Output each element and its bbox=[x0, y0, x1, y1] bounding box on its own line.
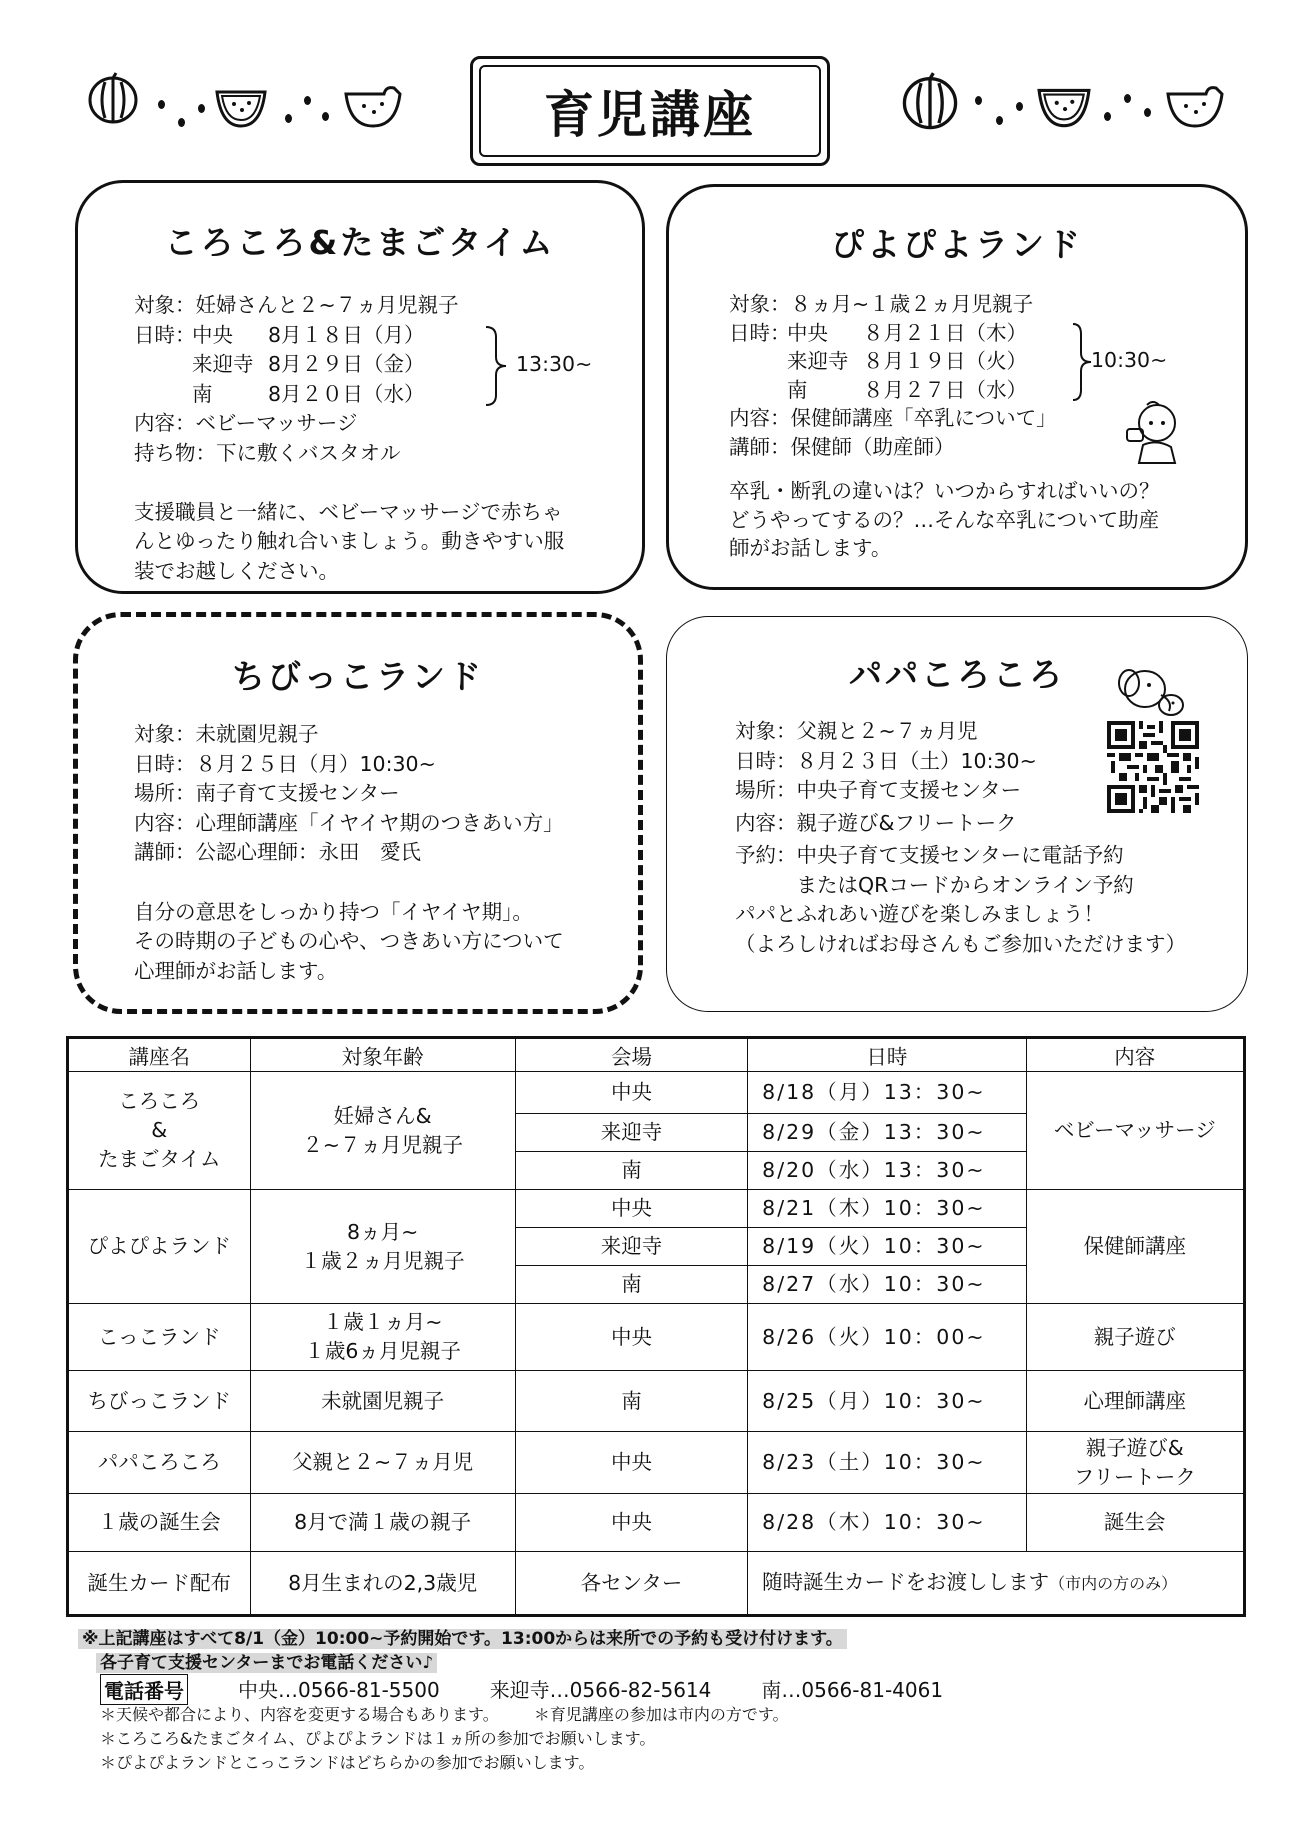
korokoro-desc-line: 支援職員と一緒に、ベビーマッサージで赤ちゃ bbox=[134, 499, 563, 524]
content-cell bbox=[1026, 1432, 1244, 1494]
korokoro-desc-line: 装でお越しください。 bbox=[134, 558, 339, 583]
piyopiyo-place: 南 bbox=[787, 377, 808, 402]
course-name-cell: 誕生カード配布 bbox=[68, 1552, 251, 1616]
korokoro-date: 8月１８日（月） bbox=[268, 322, 425, 347]
venue-cell: 来迎寺 bbox=[515, 1114, 747, 1152]
watermelon-bite-icon bbox=[1164, 80, 1226, 136]
course-name-cell: パパころころ bbox=[68, 1432, 251, 1494]
piyopiyo-details bbox=[729, 290, 1168, 563]
qr-code-icon[interactable] bbox=[1107, 721, 1199, 817]
datetime-cell: 8/26（火）10：00~ bbox=[748, 1304, 1026, 1371]
table-header-cell: 内容 bbox=[1026, 1038, 1244, 1072]
seed-dot bbox=[198, 104, 205, 113]
card-content: 随時誕生カードをお渡しします bbox=[762, 1570, 1050, 1594]
table-header-row bbox=[68, 1038, 1245, 1072]
age-line: １歳6ヵ月児親子 bbox=[304, 1339, 461, 1363]
papa-line: 対象：父親と２~７ヵ月児 bbox=[735, 719, 978, 743]
age-cell: 8月で満１歳の親子 bbox=[250, 1494, 515, 1552]
content-cell: 保健師講座 bbox=[1026, 1190, 1244, 1304]
content-cell: ベビーマッサージ bbox=[1026, 1072, 1244, 1190]
korokoro-desc-line: んとゆったり触れ合いましょう。動きやすい服 bbox=[134, 529, 565, 553]
table-row bbox=[68, 1304, 1245, 1371]
korokoro-items: 持ち物：下に敷くバスタオル bbox=[134, 440, 401, 465]
datetime-cell: 8/19（火）10：30~ bbox=[748, 1228, 1026, 1266]
korokoro-place: 南 bbox=[192, 381, 213, 406]
course-name-cell: こっこランド bbox=[68, 1304, 251, 1371]
korokoro-date-label: 日時： bbox=[134, 322, 196, 347]
piyopiyo-title: ぴよぴよランド bbox=[831, 225, 1083, 264]
card-note: （市内の方のみ） bbox=[1049, 1574, 1178, 1593]
piyopiyo-content: 内容：保健師講座「卒乳について」 bbox=[729, 406, 1057, 430]
seed-dot bbox=[1016, 102, 1023, 111]
piyopiyo-place: 来迎寺 bbox=[787, 349, 849, 373]
venue-cell: 各センター bbox=[515, 1552, 747, 1616]
notice-text: ※上記講座はすべて8/1（金）10:00~予約開始です。13:00からは来所での予約も受け付けます。 bbox=[78, 1629, 847, 1649]
age-cell bbox=[250, 1304, 515, 1371]
seed-dot bbox=[304, 96, 311, 105]
piyopiyo-box bbox=[666, 184, 1248, 590]
table-header-cell: 日時 bbox=[748, 1038, 1026, 1072]
seed-dot bbox=[322, 112, 329, 121]
seed-dot bbox=[178, 118, 185, 127]
datetime-cell: 8/29（金）13：30~ bbox=[748, 1114, 1026, 1152]
content-cell: 誕生会 bbox=[1026, 1494, 1244, 1552]
age-cell: 未就園児親子 bbox=[250, 1371, 515, 1432]
watermelon-slice-icon bbox=[1036, 84, 1092, 134]
course-name-line: ころころ bbox=[118, 1089, 201, 1113]
piyopiyo-time: 10:30~ bbox=[1091, 347, 1168, 372]
brace-icon bbox=[484, 325, 510, 407]
venue-cell: 来迎寺 bbox=[515, 1228, 747, 1266]
datetime-cell: 8/28（木）10：30~ bbox=[748, 1494, 1026, 1552]
korokoro-date: 8月２０日（水） bbox=[268, 381, 425, 406]
age-cell: 8月生まれの2,3歳児 bbox=[250, 1552, 515, 1616]
chibikko-title: ちびっこランド bbox=[232, 657, 484, 696]
baby-drinking-icon bbox=[1117, 401, 1187, 471]
piyopiyo-date: ８月２７日（水） bbox=[863, 377, 1027, 402]
age-line: 妊婦さん& bbox=[333, 1103, 432, 1128]
watermelon-bite-icon bbox=[342, 80, 404, 136]
table-header-cell: 対象年齢 bbox=[250, 1038, 515, 1072]
datetime-cell: 8/20（水）13：30~ bbox=[748, 1152, 1026, 1190]
venue-cell: 南 bbox=[515, 1152, 747, 1190]
piyopiyo-desc-line: どうやってするの？…そんな卒乳について助産 bbox=[729, 507, 1160, 532]
korokoro-time: 13:30~ bbox=[516, 351, 593, 376]
table-row bbox=[68, 1371, 1245, 1432]
course-name-cell: ぴよぴよランド bbox=[68, 1190, 251, 1304]
phone-number[interactable]: 南…0566-81-4061 bbox=[761, 1678, 944, 1702]
notice-line-1 bbox=[78, 1624, 847, 1649]
korokoro-date: 8月２９日（金） bbox=[268, 352, 425, 376]
seed-dot bbox=[1104, 112, 1111, 121]
papa-line: 内容：親子遊び&フリートーク bbox=[735, 810, 1017, 835]
table-row bbox=[68, 1552, 1245, 1616]
notice-text: 各子育て支援センターまでお電話ください♪ bbox=[96, 1653, 437, 1673]
papa-line: 予約：中央子育て支援センターに電話予約 bbox=[735, 843, 1124, 867]
piyopiyo-place: 中央 bbox=[787, 320, 828, 345]
seed-dot bbox=[1144, 108, 1151, 117]
datetime-cell: 8/21（木）10：30~ bbox=[748, 1190, 1026, 1228]
papa-line: 場所：中央子育て支援センター bbox=[735, 778, 1022, 802]
content-cell bbox=[748, 1552, 1245, 1616]
content-cell: 心理師講座 bbox=[1026, 1371, 1244, 1432]
age-cell bbox=[250, 1072, 515, 1190]
chibikko-line: 対象：未就園児親子 bbox=[134, 722, 319, 746]
phone-number[interactable]: 来迎寺…0566-82-5614 bbox=[489, 1678, 712, 1702]
chibikko-line: 講師：公認心理師：永田 愛氏 bbox=[134, 840, 421, 864]
piyopiyo-desc-line: 卒乳・断乳の違いは？いつからすればいいの？ bbox=[729, 479, 1160, 503]
seed-dot bbox=[285, 114, 292, 123]
chibikko-desc-line: 心理師がお話します。 bbox=[134, 958, 338, 983]
piyopiyo-date: ８月２１日（木） bbox=[863, 320, 1027, 345]
datetime-cell: 8/18（月）13：30~ bbox=[748, 1072, 1026, 1114]
content-line: フリートーク bbox=[1073, 1464, 1196, 1489]
korokoro-content: 内容：ベビーマッサージ bbox=[134, 411, 358, 435]
phone-number[interactable]: 中央…0566-81-5500 bbox=[238, 1678, 440, 1702]
age-line: ２~７ヵ月児親子 bbox=[302, 1132, 463, 1157]
table-row bbox=[68, 1494, 1245, 1552]
phone-label: 電話番号 bbox=[100, 1674, 188, 1705]
phone-row bbox=[100, 1674, 943, 1705]
papa-line: 日時：８月２３日（土）10:30~ bbox=[735, 748, 1037, 773]
piyopiyo-desc-line: 師がお話します。 bbox=[729, 536, 892, 560]
venue-cell: 中央 bbox=[515, 1190, 747, 1228]
table-row bbox=[68, 1432, 1245, 1494]
venue-cell: 中央 bbox=[515, 1494, 747, 1552]
seed-dot bbox=[158, 100, 165, 109]
venue-cell: 中央 bbox=[515, 1304, 747, 1371]
chibikko-desc-line: その時期の子どもの心や、つきあい方について bbox=[134, 929, 564, 953]
elephant-icon bbox=[1115, 661, 1187, 721]
note-text: ＊天候や都合により、内容を変更する場合もあります。 bbox=[100, 1705, 499, 1724]
table-header-cell: 講座名 bbox=[68, 1038, 251, 1072]
venue-cell: 中央 bbox=[515, 1432, 747, 1494]
notice-line-2 bbox=[96, 1648, 437, 1673]
venue-cell: 南 bbox=[515, 1371, 747, 1432]
course-name-cell bbox=[68, 1072, 251, 1190]
korokoro-place: 中央 bbox=[192, 322, 233, 347]
course-name-line: たまごタイム bbox=[97, 1147, 221, 1171]
table-header-cell: 会場 bbox=[515, 1038, 747, 1072]
venue-cell: 南 bbox=[515, 1266, 747, 1304]
course-name-cell: ちびっこランド bbox=[68, 1371, 251, 1432]
note-text: ＊育児講座の参加は市内の方です。 bbox=[533, 1705, 789, 1724]
piyopiyo-date: ８月１９日（火） bbox=[863, 349, 1027, 373]
content-line: 親子遊び& bbox=[1085, 1435, 1184, 1460]
datetime-cell: 8/27（水）10：30~ bbox=[748, 1266, 1026, 1304]
seed-dot bbox=[1124, 94, 1131, 103]
note-line-3: ＊ぴよぴよランドとこっこランドはどちらかの参加でお願いします。 bbox=[100, 1753, 595, 1772]
korokoro-place: 来迎寺 bbox=[192, 352, 254, 376]
korokoro-details bbox=[134, 291, 593, 586]
seed-dot bbox=[975, 96, 982, 105]
datetime-cell: 8/25（月）10：30~ bbox=[748, 1371, 1026, 1432]
watermelon-slice-icon bbox=[214, 86, 268, 134]
venue-cell: 中央 bbox=[515, 1072, 747, 1114]
piyopiyo-date-label: 日時： bbox=[729, 320, 791, 345]
age-cell: 父親と２~７ヵ月児 bbox=[250, 1432, 515, 1494]
papa-desc-line: パパとふれあい遊びを楽しみましょう！ bbox=[735, 902, 1104, 926]
piyopiyo-target: 対象：８ヵ月~１歳２ヵ月児親子 bbox=[729, 292, 1034, 316]
papa-title: パパころころ bbox=[849, 655, 1065, 694]
schedule-table bbox=[66, 1036, 1246, 1617]
chibikko-line: 日時：８月２５日（月）10:30~ bbox=[134, 751, 436, 776]
age-line: 8ヵ月~ bbox=[347, 1219, 419, 1244]
note-line-2: ＊ころころ&たまごタイム、ぴよぴよランドは１ヵ所の参加でお願いします。 bbox=[100, 1729, 656, 1748]
brace-icon bbox=[1071, 322, 1093, 402]
course-name-line: & bbox=[151, 1118, 168, 1142]
korokoro-title: ころころ&たまごタイム bbox=[164, 223, 556, 262]
watermelon-icon bbox=[900, 72, 960, 136]
papa-line: またはQRコードからオンライン予約 bbox=[735, 872, 1134, 897]
note-line-1 bbox=[100, 1702, 789, 1725]
papa-box bbox=[666, 616, 1248, 1012]
chibikko-line: 内容：心理師講座「イヤイヤ期のつきあい方」 bbox=[134, 810, 564, 835]
chibikko-details bbox=[134, 720, 564, 986]
content-cell: 親子遊び bbox=[1026, 1304, 1244, 1371]
age-line: １歳１ヵ月~ bbox=[322, 1310, 443, 1334]
papa-desc-line: （よろしければお母さんもご参加いただけます） bbox=[735, 931, 1186, 956]
korokoro-box bbox=[75, 180, 645, 594]
seed-dot bbox=[996, 116, 1003, 125]
chibikko-desc-line: 自分の意思をしっかり持つ「イヤイヤ期」。 bbox=[134, 899, 533, 924]
korokoro-target: 対象：妊婦さんと２~７ヵ月児親子 bbox=[134, 293, 459, 317]
page-title: 育児講座 bbox=[544, 86, 756, 144]
chibikko-line: 場所：南子育て支援センター bbox=[134, 781, 400, 805]
table-row bbox=[68, 1072, 1245, 1114]
chibikko-box bbox=[73, 612, 643, 1014]
course-name-cell: １歳の誕生会 bbox=[68, 1494, 251, 1552]
watermelon-icon bbox=[86, 72, 140, 130]
piyopiyo-lecturer: 講師：保健師（助産師） bbox=[729, 434, 955, 459]
table-row bbox=[68, 1190, 1245, 1228]
datetime-cell: 8/23（土）10：30~ bbox=[748, 1432, 1026, 1494]
age-cell bbox=[250, 1190, 515, 1304]
age-line: １歳２ヵ月児親子 bbox=[300, 1248, 465, 1273]
